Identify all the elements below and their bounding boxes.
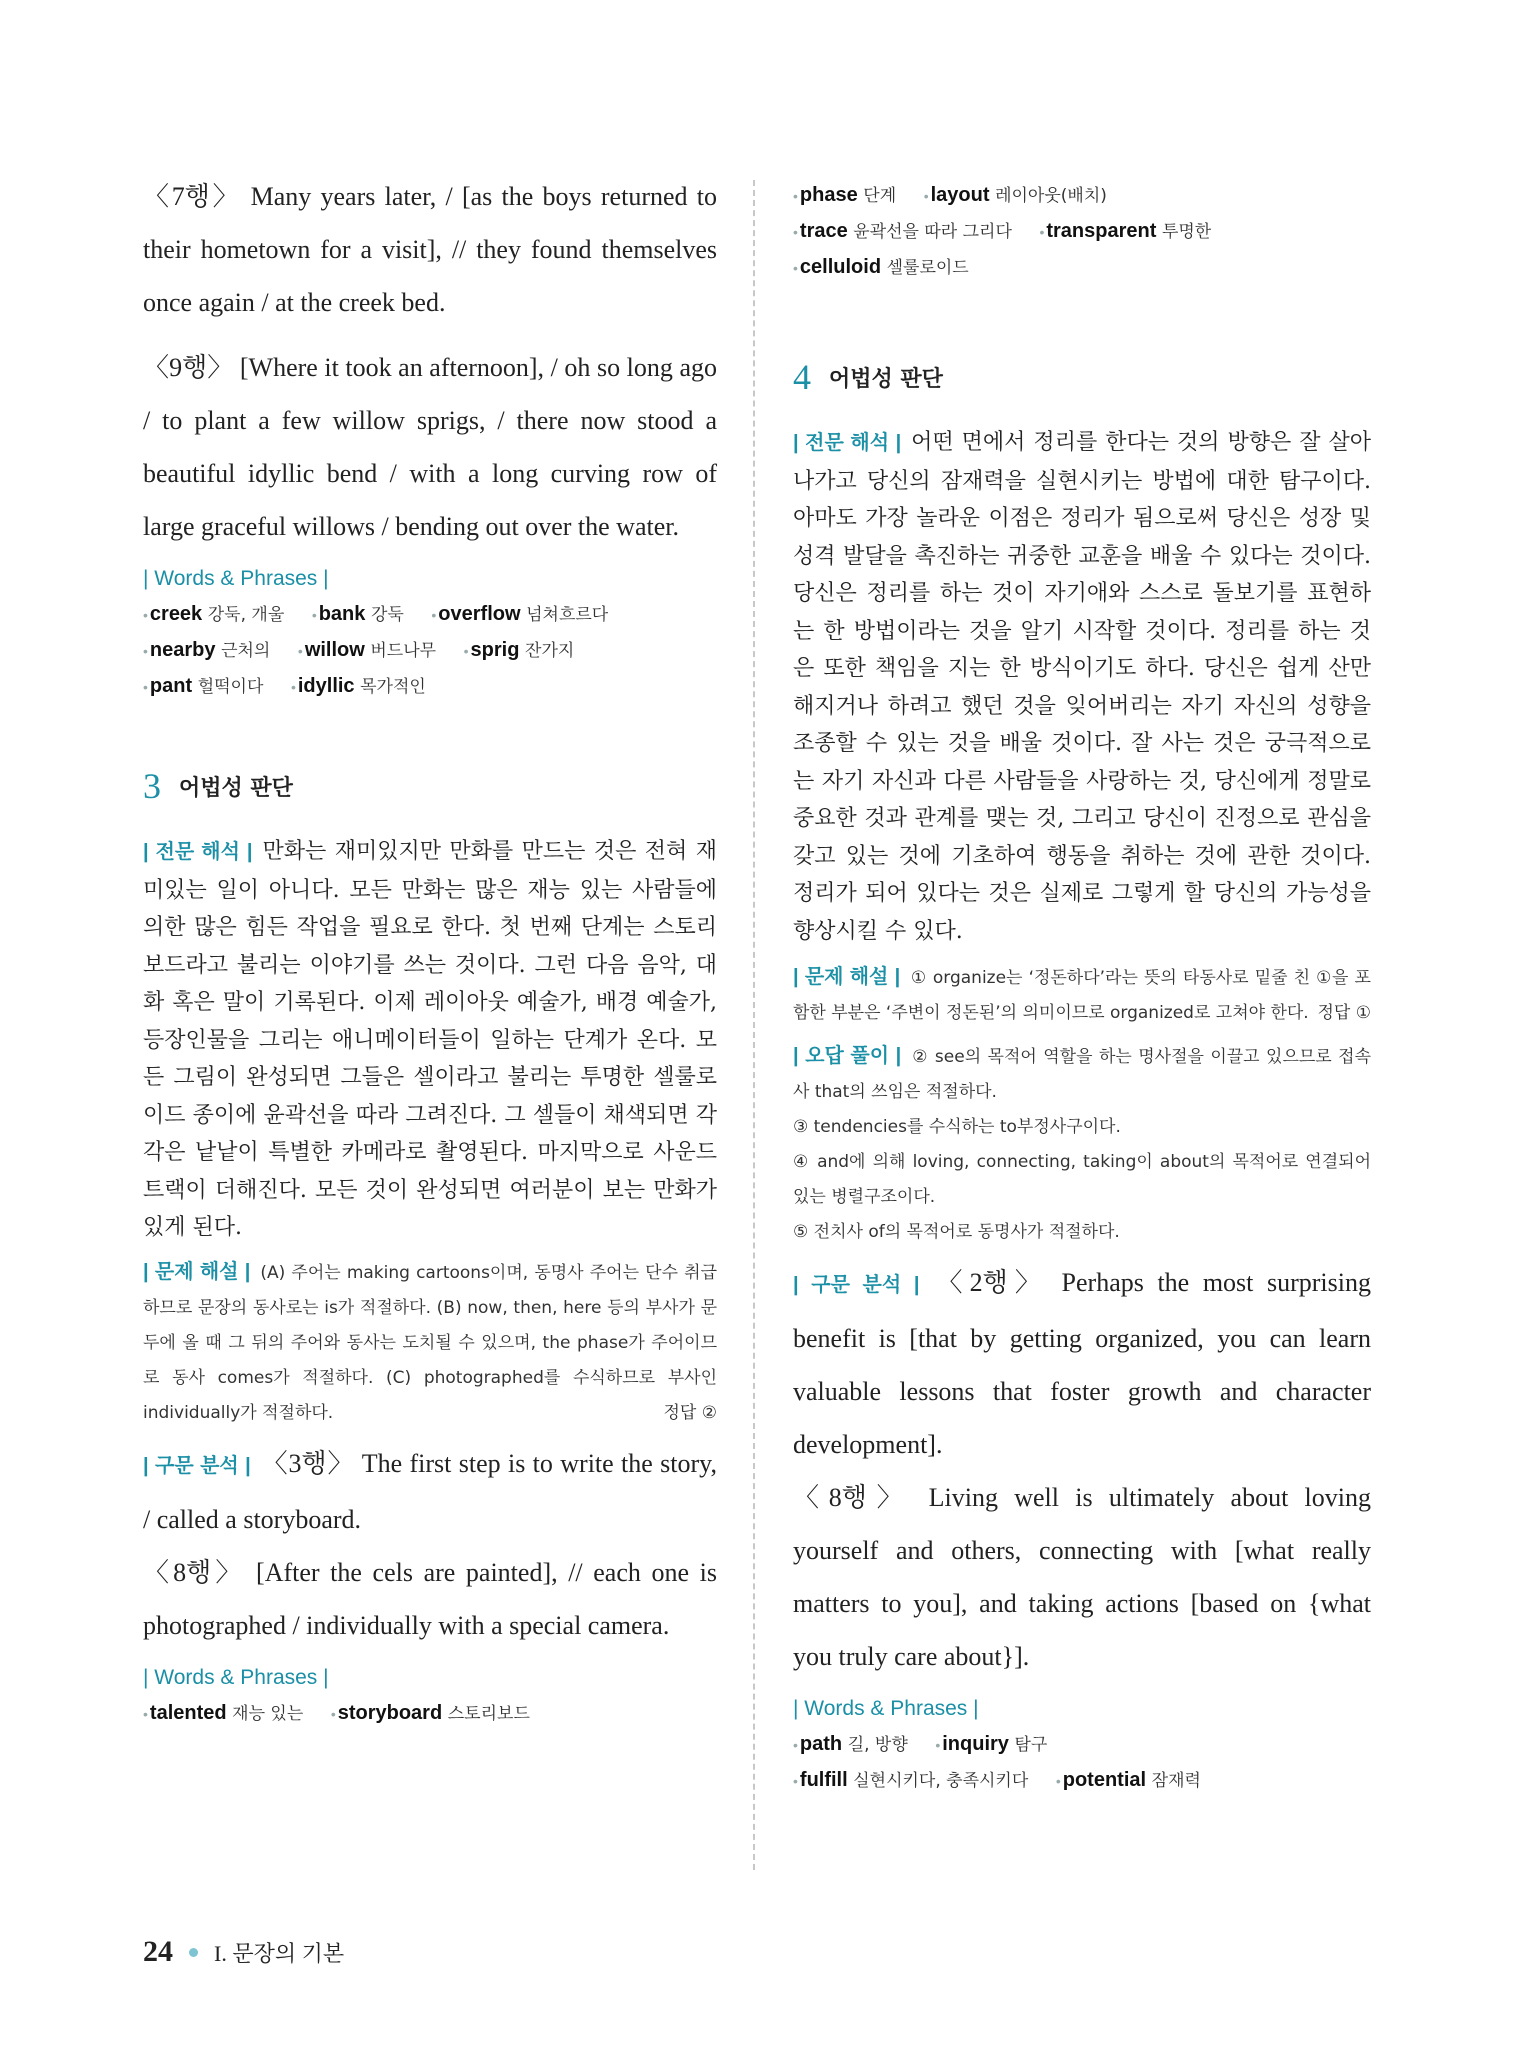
- explanation-3: | 문제 해설 | (A) 주어는 making cartoons이며, 동명사 주어는 단수 취급하므로 문장의 동사로는 is가 적절하다. (B) now, then, here 등의 부사가 문두에 올 때 그 뒤의 주어와 동사는 도치될 수 있으며, the phase가 주어이므로 동사 comes가 적절하다. (C) photographed를 수식하므로 부사인 individually가 적절하다. 정답 ②: [143, 1255, 717, 1431]
- words-phrases-list: [793, 1727, 1371, 1799]
- wp-item: • potential 잠재력: [1055, 1769, 1201, 1791]
- wrong-item: ③ tendencies를 수식하는 to부정사구이다.: [793, 1117, 1121, 1137]
- tag-explanation: | 문제 해설 |: [143, 1260, 251, 1283]
- wp-item: • talented 재능 있는: [143, 1701, 304, 1724]
- tag-translation: | 전문 해석 |: [143, 841, 253, 863]
- syntax-4-line-2: | 구문 분석 | 〈2행〉 Perhaps the most surprising benefit is [that by getting organized, you can learn valuable lessons that foster growth and character development].: [793, 1268, 1371, 1459]
- wp-item: • sprig 잔가지: [463, 639, 575, 661]
- left-column: [143, 170, 717, 1732]
- bullet-icon: •: [431, 607, 437, 623]
- wp-item: • path 길, 방향: [793, 1733, 908, 1755]
- dot-icon: [189, 1948, 198, 1957]
- page-number: 24: [143, 1935, 173, 1968]
- wp-item: • idyllic 목가적인: [290, 675, 426, 697]
- bullet-icon: •: [143, 679, 148, 695]
- explanation-4: | 문제 해설 | ① organize는 ‘정돈하다’라는 뜻의 타동사로 밑줄 친 ①을 포함한 부분은 ‘주변이 정돈된’의 의미이므로 organized로 고쳐야 한다. 정답 ①: [793, 960, 1371, 1031]
- bullet-icon: •: [143, 1705, 148, 1722]
- words-phrases-list: [143, 1696, 717, 1732]
- answer-4: 정답 ①: [1317, 1003, 1371, 1023]
- wp-item: • creek 강둑, 개울: [143, 603, 285, 625]
- wp-item: • nearby 근처의: [143, 639, 271, 661]
- wp-item: • bank 강둑: [311, 603, 404, 625]
- syntax-3-line-3: | 구문 분석 | 〈3행〉 The first step is to write the story, / called a storyboard.: [143, 1448, 717, 1534]
- bullet-icon: •: [935, 1737, 941, 1753]
- bullet-icon: •: [1055, 1773, 1061, 1789]
- words-phrases-list: [793, 178, 1371, 286]
- syntax-3-line-8: 〈8행〉 [After the cels are painted], // each one is photographed / individually with a special camera.: [143, 1557, 717, 1640]
- wp-item: • transparent 투명한: [1039, 220, 1212, 242]
- wp-item: • willow 버드나무: [297, 639, 437, 661]
- wp-item: • pant 헐떡이다: [143, 675, 264, 697]
- answer-3: 정답 ②: [663, 1402, 717, 1423]
- section-4-heading: [793, 356, 1371, 398]
- tag-syntax: | 구문 분석 |: [143, 1454, 251, 1477]
- wp-item: • phase 단계: [793, 184, 897, 206]
- bullet-icon: •: [297, 643, 303, 659]
- bullet-icon: •: [793, 1737, 798, 1753]
- wrong-item: ④ and에 의해 loving, connecting, taking이 about의 목적어로 연결되어 있는 병렬구조이다.: [793, 1152, 1371, 1207]
- tag-translation: | 전문 해석 |: [793, 432, 902, 454]
- wp-item: • trace 윤곽선을 따라 그리다: [793, 220, 1012, 242]
- section-number: 3: [143, 766, 161, 806]
- column-divider: [753, 180, 755, 1870]
- translation-3: | 전문 해석 | 만화는 재미있지만 만화를 만드는 것은 전혀 재미있는 일이 아니다. 모든 만화는 많은 재능 있는 사람들에 의한 많은 힘든 작업을 필요로 한다. 첫 번째 단계는 스토리보드라고 불리는 이야기를 쓰는 것이다. 그런 다음 음악, 대화 혹은 말이 기록된다. 이제 레이아웃 예술가, 배경 예술가, 등장인물을 그리는 애니메이터들이 일하는 단계가 온다. 모든 그림이 완성되면 그들은 셀이라고 불리는 투명한 셀룰로이드 종이에 윤곽선을 따라 그려진다. 그 셀들이 채색되면 각각은 낱낱이 특별한 카메라로 촬영된다. 마지막으로 사운드 트랙이 더해진다. 모든 것이 완성되면 여러분이 보는 만화가 있게 된다.: [143, 839, 717, 1240]
- page-footer: [143, 1935, 344, 1969]
- chapter-title: I. 문장의 기본: [214, 1940, 345, 1966]
- words-phrases-heading: | Words & Phrases |: [793, 1697, 979, 1720]
- bullet-icon: •: [311, 607, 317, 623]
- tag-wrong: | 오답 풀이 |: [793, 1045, 902, 1067]
- wp-item: • fulfill 실현시키다, 충족시키다: [793, 1769, 1029, 1791]
- bullet-icon: •: [793, 188, 798, 204]
- translation-4: | 전문 해석 | 어떤 면에서 정리를 한다는 것의 방향은 잘 살아 나가고 당신의 잠재력을 실현시키는 방법에 대한 탐구이다. 아마도 가장 놀라운 이점은 정리가 됨으로써 당신은 성장 및 성격 발달을 촉진하는 귀중한 교훈을 배울 수 있다는 것이다. 당신은 정리를 하는 것이 자기애와 스스로 돌보기를 표현하는 한 방법이라는 것을 알기 시작할 것이다. 정리를 하는 것은 또한 책임을 지는 한 방식이기도 하다. 당신은 쉽게 산만해지거나 하려고 했던 것을 잊어버리는 자기 자신의 성향을 조종할 수 있는 것을 배울 것이다. 잘 사는 것은 궁극적으로는 자기 자신과 다른 사람들을 사랑하는 것, 당신에게 정말로 중요한 것과 관계를 맺는 것, 그리고 당신이 진정으로 관심을 갖고 있는 것에 기초하여 행동을 취하는 것에 관한 것이다. 정리가 되어 있다는 것은 실제로 그렇게 할 당신의 가능성을 향상시킬 수 있다.: [793, 430, 1371, 944]
- section-title: 어법성 판단: [829, 366, 943, 392]
- syntax-4-line-8: 〈8행〉 Living well is ultimately about loving yourself and others, connecting with [what really matters to you], and taking actions [based on {what you truly care about}].: [793, 1483, 1371, 1671]
- section-3-heading: [143, 765, 717, 807]
- right-column: [793, 178, 1371, 1799]
- section-title: 어법성 판단: [179, 775, 293, 801]
- wrong-answers: [793, 1039, 1371, 1250]
- bullet-icon: •: [793, 224, 798, 240]
- bullet-icon: •: [290, 679, 296, 695]
- bullet-icon: •: [143, 607, 148, 623]
- wp-item: • overflow 넘쳐흐르다: [431, 603, 609, 625]
- words-phrases-heading: | Words & Phrases |: [143, 1665, 329, 1689]
- wp-item: • layout 레이아웃(배치): [923, 184, 1107, 206]
- bullet-icon: •: [923, 188, 929, 204]
- section-number: 4: [793, 357, 811, 397]
- bullet-icon: •: [793, 1773, 798, 1789]
- words-phrases-list: [143, 597, 717, 705]
- bullet-icon: •: [793, 260, 798, 276]
- analysis-line-9: 〈9행〉 [Where it took an afternoon], / oh so long ago / to plant a few willow sprigs, / there now stood a beautiful idyllic bend / with a long curving row of large graceful willows / bending out over the water.: [143, 353, 717, 541]
- wp-item: • inquiry 탐구: [935, 1733, 1048, 1755]
- wp-item: • celluloid 셀룰로이드: [793, 256, 969, 278]
- bullet-icon: •: [330, 1705, 336, 1722]
- analysis-line-7: 〈7행〉 Many years later, / [as the boys returned to their hometown for a visit], // they found themselves once again / at the creek bed.: [143, 182, 717, 317]
- tag-syntax: | 구문 분석 |: [793, 1274, 920, 1296]
- wp-item: • storyboard 스토리보드: [330, 1701, 530, 1724]
- tag-explanation: | 문제 해설 |: [793, 966, 901, 988]
- bullet-icon: •: [143, 643, 148, 659]
- bullet-icon: •: [1039, 224, 1045, 240]
- wrong-item: ⑤ 전치사 of의 목적어로 동명사가 적절하다.: [793, 1222, 1120, 1242]
- bullet-icon: •: [463, 643, 469, 659]
- words-phrases-heading: | Words & Phrases |: [143, 567, 329, 590]
- wrong-item: | 오답 풀이 | ② see의 목적어 역할을 하는 명사절을 이끌고 있으므로 접속사 that의 쓰임은 적절하다.: [793, 1045, 1371, 1102]
